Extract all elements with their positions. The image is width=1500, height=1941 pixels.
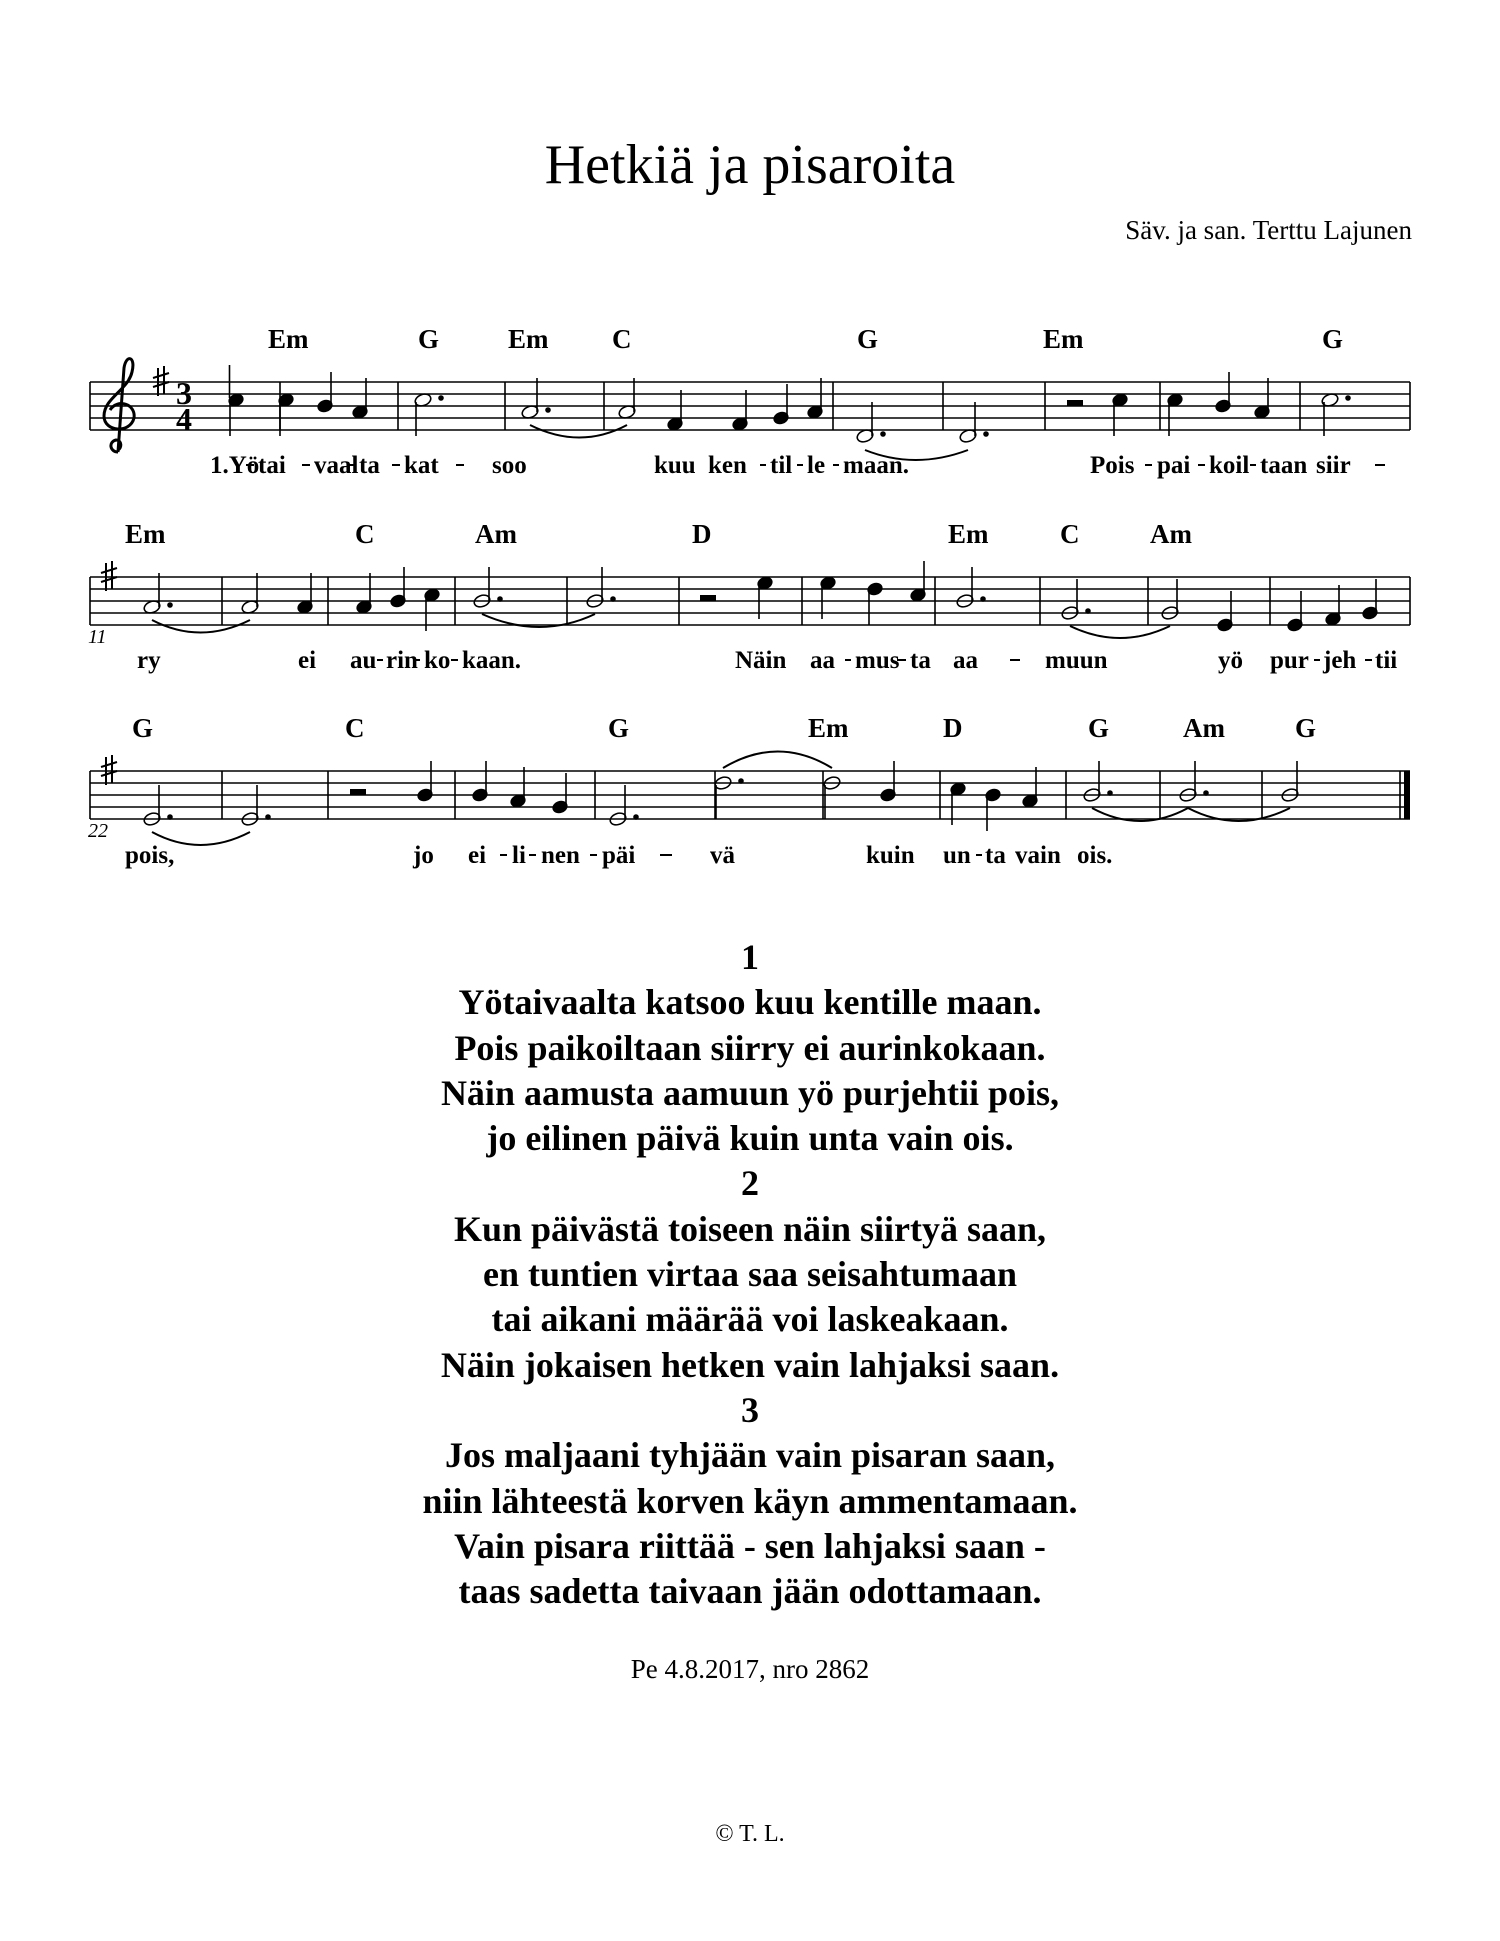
lyric-syllable: ta (985, 842, 1006, 869)
lyric-syllable: ken (708, 452, 747, 479)
time-signature-top: 3 (176, 375, 192, 411)
notes (228, 365, 1350, 444)
lyric-syllable: jo (413, 842, 434, 869)
verse-line: Yötaivaalta katsoo kuu kentille maan. (458, 982, 1042, 1023)
verse-line: Pois paikoiltaan siirry ei aurinkokaan. (454, 1027, 1046, 1068)
verse-line: Näin aamusta aamuun yö purjehtii pois, (440, 1072, 1060, 1113)
lyric-syllable: ois. (1077, 842, 1113, 869)
lyrics-text (0, 935, 1500, 1614)
chord-symbol: Em (948, 519, 989, 549)
lyric-syllable: Näin (735, 647, 787, 674)
copyright: © T. L. (715, 1821, 785, 1847)
lyric-syllable: aa (810, 647, 835, 674)
staff-system-1 (90, 324, 1410, 479)
staff-system-3 (88, 713, 1410, 869)
lyric-syllable: mus (855, 647, 900, 674)
lyric-syllable: le (807, 452, 826, 479)
lyric-syllable: ta (910, 647, 931, 674)
chord-row-1 (268, 324, 1343, 354)
song-title: Hetkiä ja pisaroita (544, 134, 956, 196)
lyric-syllable: vain (1015, 842, 1061, 869)
lyric-row-2 (137, 647, 1397, 674)
lyric-syllable: tai (258, 452, 286, 479)
lyric-syllable: nen (541, 842, 580, 869)
chord-symbol: Em (808, 713, 849, 743)
verse-number: 2 (741, 1163, 759, 1204)
lyric-syllable: ta (359, 452, 380, 479)
lyric-syllable: jeh (1323, 647, 1357, 674)
lyric-syllable: Pois (1090, 452, 1135, 479)
verse-number: 1 (741, 937, 759, 977)
lyric-syllable: kat (404, 452, 439, 479)
verse-line: Jos maljaani tyhjään vain pisaran saan, (444, 1435, 1056, 1476)
date-and-number: Pe 4.8.2017, nro 2862 (630, 1654, 870, 1684)
verse-line: tai aikani määrää voi laskeakaan. (491, 1299, 1009, 1340)
chord-symbol: Em (125, 519, 166, 549)
chord-row-3 (132, 713, 1316, 743)
chord-symbol: C (345, 713, 365, 743)
lyric-row-1 (210, 452, 1351, 479)
measure-number: 22 (88, 820, 108, 842)
lyric-syllable: li (512, 842, 526, 869)
chord-symbol: D (692, 519, 712, 549)
lyric-syllable: vä (710, 842, 735, 869)
chord-symbol: G (132, 713, 154, 743)
chord-symbol: C (1060, 519, 1080, 549)
music-score (0, 0, 1500, 900)
lyric-syllable: vaal (314, 452, 359, 479)
lyric-syllable: ei (468, 842, 487, 869)
staff-system-2 (88, 519, 1410, 674)
chord-symbol: Am (475, 519, 517, 549)
lyric-row-3 (125, 842, 1112, 869)
lyric-syllable: pur (1270, 647, 1309, 674)
verse-line: Näin jokaisen hetken vain lahjaksi saan. (440, 1344, 1060, 1385)
time-signature-bottom: 4 (176, 401, 192, 437)
lyric-syllable: til (770, 452, 793, 479)
lyric-syllable: soo (492, 452, 527, 479)
key-signature-sharp-icon (101, 561, 117, 591)
verse-line: Vain pisara riittää - sen lahjaksi saan - (454, 1525, 1046, 1566)
chord-symbol: Am (1183, 713, 1225, 743)
lyric-syllable: un (943, 842, 971, 869)
verse-line: Kun päivästä toiseen näin siirtyä saan, (453, 1208, 1047, 1249)
chord-row-2 (125, 519, 1192, 549)
verse-line: jo eilinen päivä kuin unta vain ois. (486, 1118, 1014, 1159)
lyric-syllable: maan. (843, 452, 909, 479)
key-signature-sharp-icon (153, 366, 169, 396)
lyric-syllable: rin (386, 647, 418, 674)
chord-symbol: D (943, 713, 963, 743)
verse-line: taas sadetta taivaan jään odottamaan. (458, 1571, 1042, 1612)
key-signature-sharp-icon (101, 755, 117, 785)
chord-symbol: G (1322, 324, 1344, 354)
lyric-syllable: tii (1375, 647, 1398, 674)
chord-symbol: G (1088, 713, 1110, 743)
chord-symbol: G (608, 713, 630, 743)
lyric-syllable: aa (953, 647, 978, 674)
chord-symbol: Em (268, 324, 309, 354)
lyric-syllable: yö (1218, 647, 1243, 674)
staff-lines (90, 382, 1410, 430)
lyric-syllable: ry (137, 647, 161, 674)
chord-symbol: C (612, 324, 632, 354)
chord-symbol: G (857, 324, 879, 354)
lyric-syllable: kaan. (462, 647, 522, 674)
verse-number: 3 (741, 1389, 759, 1430)
chord-symbol: G (1295, 713, 1317, 743)
chord-symbol: Em (508, 324, 549, 354)
lyric-syllable: ei (298, 647, 317, 674)
lyric-syllable: koil (1209, 452, 1250, 479)
chord-symbol: C (355, 519, 375, 549)
lyric-syllable: 1.Yö (210, 452, 260, 479)
lyric-syllable: ko (424, 647, 451, 674)
composer-credit: Säv. ja san. Terttu Lajunen (1125, 215, 1412, 245)
lyric-syllable: kuin (866, 842, 915, 869)
lyric-syllable: taan (1260, 452, 1308, 479)
lyric-syllable: pois, (125, 842, 175, 869)
lyric-syllable: kuu (654, 452, 696, 479)
verse-line: niin lähteestä korven käyn ammentamaan. (422, 1480, 1078, 1521)
verse-line: en tuntien virtaa saa seisahtumaan (482, 1254, 1018, 1295)
measure-number: 11 (88, 626, 107, 648)
lyric-syllable: siir (1316, 452, 1351, 479)
chord-symbol: G (418, 324, 440, 354)
lyric-syllable: päi (602, 842, 636, 869)
lyric-syllable: muun (1045, 647, 1108, 674)
chord-symbol: Am (1150, 519, 1192, 549)
chord-symbol: Em (1043, 324, 1084, 354)
lyric-syllable: au (350, 647, 377, 674)
lyric-syllable: pai (1157, 452, 1191, 479)
